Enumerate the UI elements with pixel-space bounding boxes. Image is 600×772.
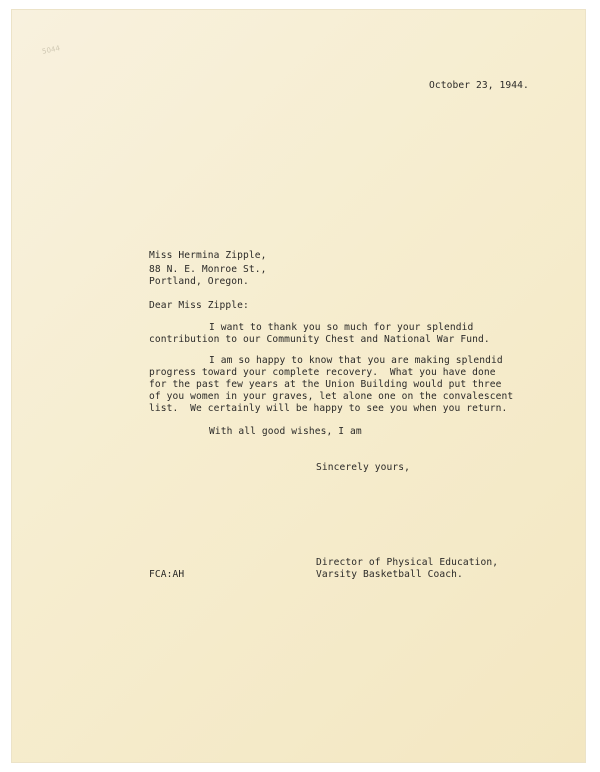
signature-title-line: Varsity Basketball Coach. (316, 569, 463, 580)
paragraph2-line: of you women in your graves, let alone one on the convalescent (149, 391, 514, 402)
recipient-name: Miss Hermina Zipple, (149, 250, 267, 261)
paragraph1-line: contribution to our Community Chest and National War Fund. (149, 334, 490, 345)
paragraph2-line: progress toward your complete recovery. What you have done (149, 367, 496, 378)
paragraph2-line: I am so happy to know that you are making splendid (209, 355, 503, 366)
letter-date: October 23, 1944. (429, 80, 529, 91)
recipient-city: Portland, Oregon. (149, 276, 249, 287)
paragraph2-line: for the past few years at the Union Building would put three (149, 379, 502, 390)
paragraph1-line: I want to thank you so much for your splendid (209, 322, 474, 333)
paragraph2-line: list. We certainly will be happy to see you when you return. (149, 403, 508, 414)
complimentary-close: Sincerely yours, (316, 462, 411, 473)
letter-page (12, 10, 585, 762)
recipient-street: 88 N. E. Monroe St., (149, 264, 267, 275)
salutation: Dear Miss Zipple: (149, 300, 249, 311)
closing-wish: With all good wishes, I am (209, 426, 362, 437)
signature-title-line: Director of Physical Education, (316, 557, 499, 568)
margin-pencil-note: 5044 (41, 44, 61, 56)
reference-initials: FCA:AH (149, 569, 185, 580)
